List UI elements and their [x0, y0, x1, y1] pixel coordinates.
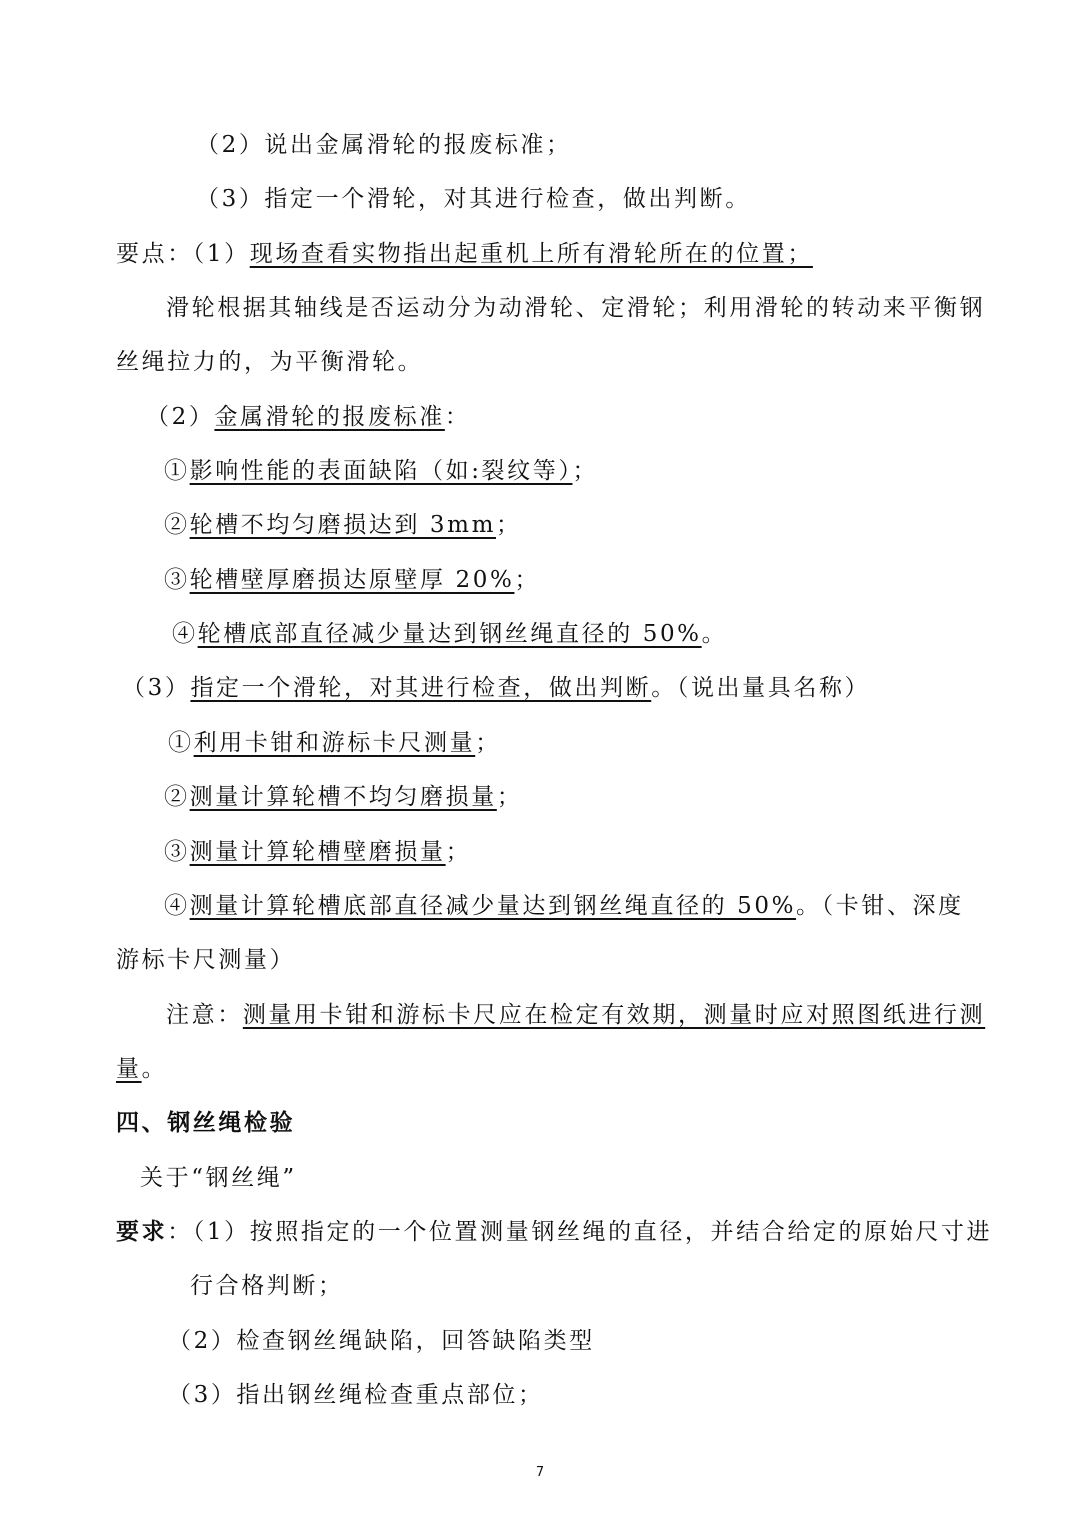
line-text: 游标卡尺测量）	[116, 947, 296, 973]
line-tail: 。（卡钳、深度	[796, 893, 964, 919]
line-text: 关于“钢丝绳”	[140, 1165, 297, 1191]
text-line	[164, 455, 598, 487]
line-tail: 。（说出量具名称）	[651, 675, 871, 701]
line-lead: ③	[164, 839, 190, 865]
text-line	[166, 999, 985, 1031]
line-tail: 。	[141, 1056, 168, 1082]
text-line	[190, 1270, 344, 1302]
text-line	[196, 129, 572, 161]
underlined-text: 量	[116, 1056, 142, 1082]
line-lead: 注意：	[166, 1002, 243, 1028]
line-lead: ④	[172, 621, 198, 647]
text-line	[164, 509, 522, 541]
line-tail: ；	[572, 458, 599, 484]
line-lead: ①	[168, 730, 194, 756]
line-tail: ；	[475, 730, 501, 756]
text-line	[164, 890, 964, 922]
text-line	[172, 618, 727, 650]
text-line	[168, 1325, 595, 1357]
requirement-label: 要求	[116, 1218, 168, 1245]
underlined-text: 轮槽底部直径减少量达到钢丝绳直径的 50%	[197, 621, 702, 647]
text-line	[166, 292, 985, 324]
underlined-text: 现场查看实物指出起重机上所有滑轮所在的位置；	[249, 241, 813, 267]
line-lead: ③	[164, 567, 190, 593]
line-lead: ②	[164, 784, 190, 810]
line-tail: ：（1）按照指定的一个位置测量钢丝绳的直径，并结合给定的原始尺寸进	[167, 1219, 993, 1245]
line-lead: （2）	[146, 404, 215, 430]
line-tail: ：	[444, 404, 471, 430]
line-lead: （3）	[122, 675, 191, 701]
underlined-text: 轮槽壁厚磨损达原壁厚 20%	[189, 567, 515, 593]
line-text: 行合格判断；	[190, 1273, 344, 1299]
line-text: 滑轮根据其轴线是否运动分为动滑轮、定滑轮；利用滑轮的转动来平衡钢	[166, 295, 986, 321]
line-lead: ①	[164, 458, 190, 484]
section-heading	[116, 1107, 295, 1139]
underlined-text: 测量计算轮槽壁磨损量	[189, 839, 446, 865]
underlined-text: 轮槽不均匀磨损达到 3mm	[189, 512, 496, 538]
line-lead: ②	[164, 512, 190, 538]
text-line	[164, 781, 522, 813]
text-line	[116, 346, 423, 378]
text-line	[116, 944, 295, 976]
text-line	[164, 564, 540, 596]
line-text: （2）检查钢丝绳缺陷，回答缺陷类型	[168, 1328, 595, 1354]
underlined-text: 影响性能的表面缺陷（如:裂纹等）	[189, 458, 573, 484]
text-line	[146, 401, 470, 433]
text-line	[140, 1162, 297, 1194]
text-line	[116, 238, 813, 270]
line-lead: 要点：（1）	[116, 241, 250, 267]
underlined-text: 利用卡钳和游标卡尺测量	[193, 730, 476, 756]
line-tail: 。	[701, 621, 728, 647]
text-line	[116, 1053, 167, 1085]
text-line	[122, 672, 870, 704]
text-line	[116, 1216, 992, 1248]
line-tail: ；	[445, 839, 472, 865]
underlined-text: 测量用卡钳和游标卡尺应在检定有效期，测量时应对照图纸进行测	[242, 1002, 986, 1028]
line-tail: ；	[496, 784, 523, 810]
line-tail: ；	[514, 567, 541, 593]
underlined-text: 测量计算轮槽底部直径减少量达到钢丝绳直径的 50%	[189, 893, 797, 919]
underlined-text: 金属滑轮的报废标准	[214, 404, 445, 430]
page-number: 7	[535, 1465, 545, 1480]
text-line	[164, 836, 471, 868]
text-line	[196, 183, 751, 215]
line-text: （3）指出钢丝绳检查重点部位；	[168, 1382, 544, 1408]
line-tail: ；	[495, 512, 522, 538]
line-lead: ④	[164, 893, 190, 919]
line-text: （2）说出金属滑轮的报废标准；	[196, 132, 572, 158]
heading-text: 四、钢丝绳检验	[116, 1109, 296, 1136]
line-text: （3）指定一个滑轮，对其进行检查，做出判断。	[196, 186, 751, 212]
text-line	[168, 727, 501, 759]
text-line	[168, 1379, 544, 1411]
line-text: 丝绳拉力的，为平衡滑轮。	[116, 349, 424, 375]
underlined-text: 测量计算轮槽不均匀磨损量	[189, 784, 497, 810]
underlined-text: 指定一个滑轮，对其进行检查，做出判断	[190, 675, 652, 701]
